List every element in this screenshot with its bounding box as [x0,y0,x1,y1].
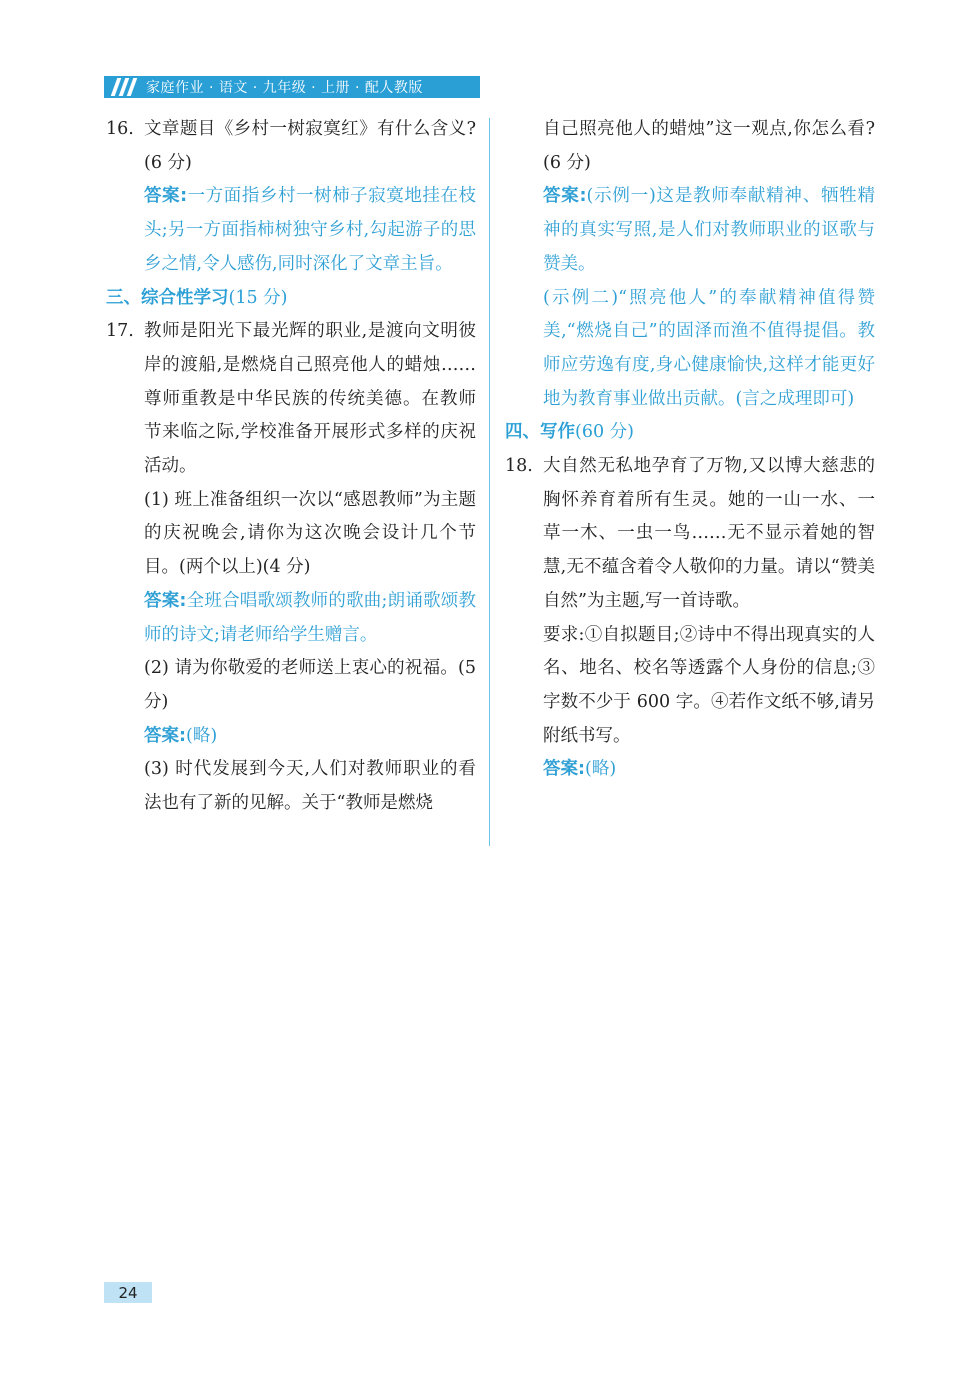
sub-question-2: (2) 请为你敬爱的老师送上衷心的祝福。(5 分) [144,658,476,712]
section-heading-3 [106,282,476,316]
answer-text: 一方面指乡村一树柿子寂寞地挂在枝头;另一方面指柿树独守乡村,勾起游子的思乡之情,令人感伤,同时深化了文章主旨。 [144,186,476,274]
answer-text: (略) [585,759,617,780]
answer-17-1 [106,585,476,652]
answer-label: 答案: [144,186,188,207]
question-16 [106,113,476,180]
answer-16 [106,180,476,281]
section-title: 三、综合性学习 [106,287,229,308]
section-points: (60 分) [575,422,634,443]
answer-text: (示例一)这是教师奉献精神、牺牲精神的真实写照,是人们对教师职业的讴歌与赞美。 [543,186,876,274]
page-number: 24 [104,1282,152,1303]
answer-label: 答案: [543,759,585,780]
question-number: 17. [106,321,134,342]
sub-question-3-continued: 自己照亮他人的蜡烛”这一观点,你怎么看?(6 分) [543,119,875,173]
header-bar [104,76,480,98]
column-divider [489,118,490,846]
question-text: 文章题目《乡村一树寂寞红》有什么含义?(6 分) [144,119,476,173]
answer-label: 答案: [144,590,187,611]
answer-17-3-example-2: (示例二)“照亮他人”的奉献精神值得赞美,“燃烧自己”的固泽而渔不值得提倡。教师应劳逸有度,身心健康愉快,这样才能更好地为教育事业做出贡献。(言之成理即可) [543,287,875,409]
answer-17-2 [106,720,476,754]
question-18 [505,450,875,619]
section-points: (15 分) [228,287,288,308]
answer-text: (略) [186,725,218,746]
answer-18 [505,753,875,787]
question-text: 教师是阳光下最光辉的职业,是渡向文明彼岸的渡船,是燃烧自己照亮他人的蜡烛……尊师重教是中华民族的传统美德。在教师节来临之际,学校准备开展形式多样的庆祝活动。 [144,321,476,477]
question-text: 大自然无私地孕育了万物,又以博大慈悲的胸怀养育着所有生灵。她的一山一水、一草一木、一虫一鸟……无不显示着她的智慧,无不蕴含着令人敬仰的力量。请以“赞美自然”为主题,写一首诗歌。 [543,456,875,611]
section-title: 四、写作 [505,422,575,443]
answer-17-3-example-1 [505,180,875,281]
question-number: 18. [505,456,533,477]
right-column [505,113,875,787]
header-title: 家庭作业 · 语文 · 九年级 · 上册 · 配人教版 [146,80,423,96]
question-17 [106,315,476,484]
question-number: 16. [106,119,134,139]
answer-text: 全班合唱歌颂教师的歌曲;朗诵歌颂教师的诗文;请老师给学生赠言。 [144,590,476,645]
requirements: 要求:①自拟题目;②诗中不得出现真实的人名、地名、校名等透露个人身份的信息;③字数不少于 600 字。④若作文纸不够,请另附纸书写。 [543,624,875,746]
sub-question-3: (3) 时代发展到今天,人们对教师职业的看法也有了新的见解。关于“教师是燃烧 [144,759,476,814]
header-slash-icon [114,78,134,96]
section-heading-4 [505,416,875,450]
answer-label: 答案: [543,186,587,207]
left-column [106,113,476,821]
sub-question-1: (1) 班上准备组织一次以“感恩教师”为主题的庆祝晚会,请你为这次晚会设计几个节目。(两个以上)(4 分) [144,489,476,578]
answer-label: 答案: [144,725,186,746]
